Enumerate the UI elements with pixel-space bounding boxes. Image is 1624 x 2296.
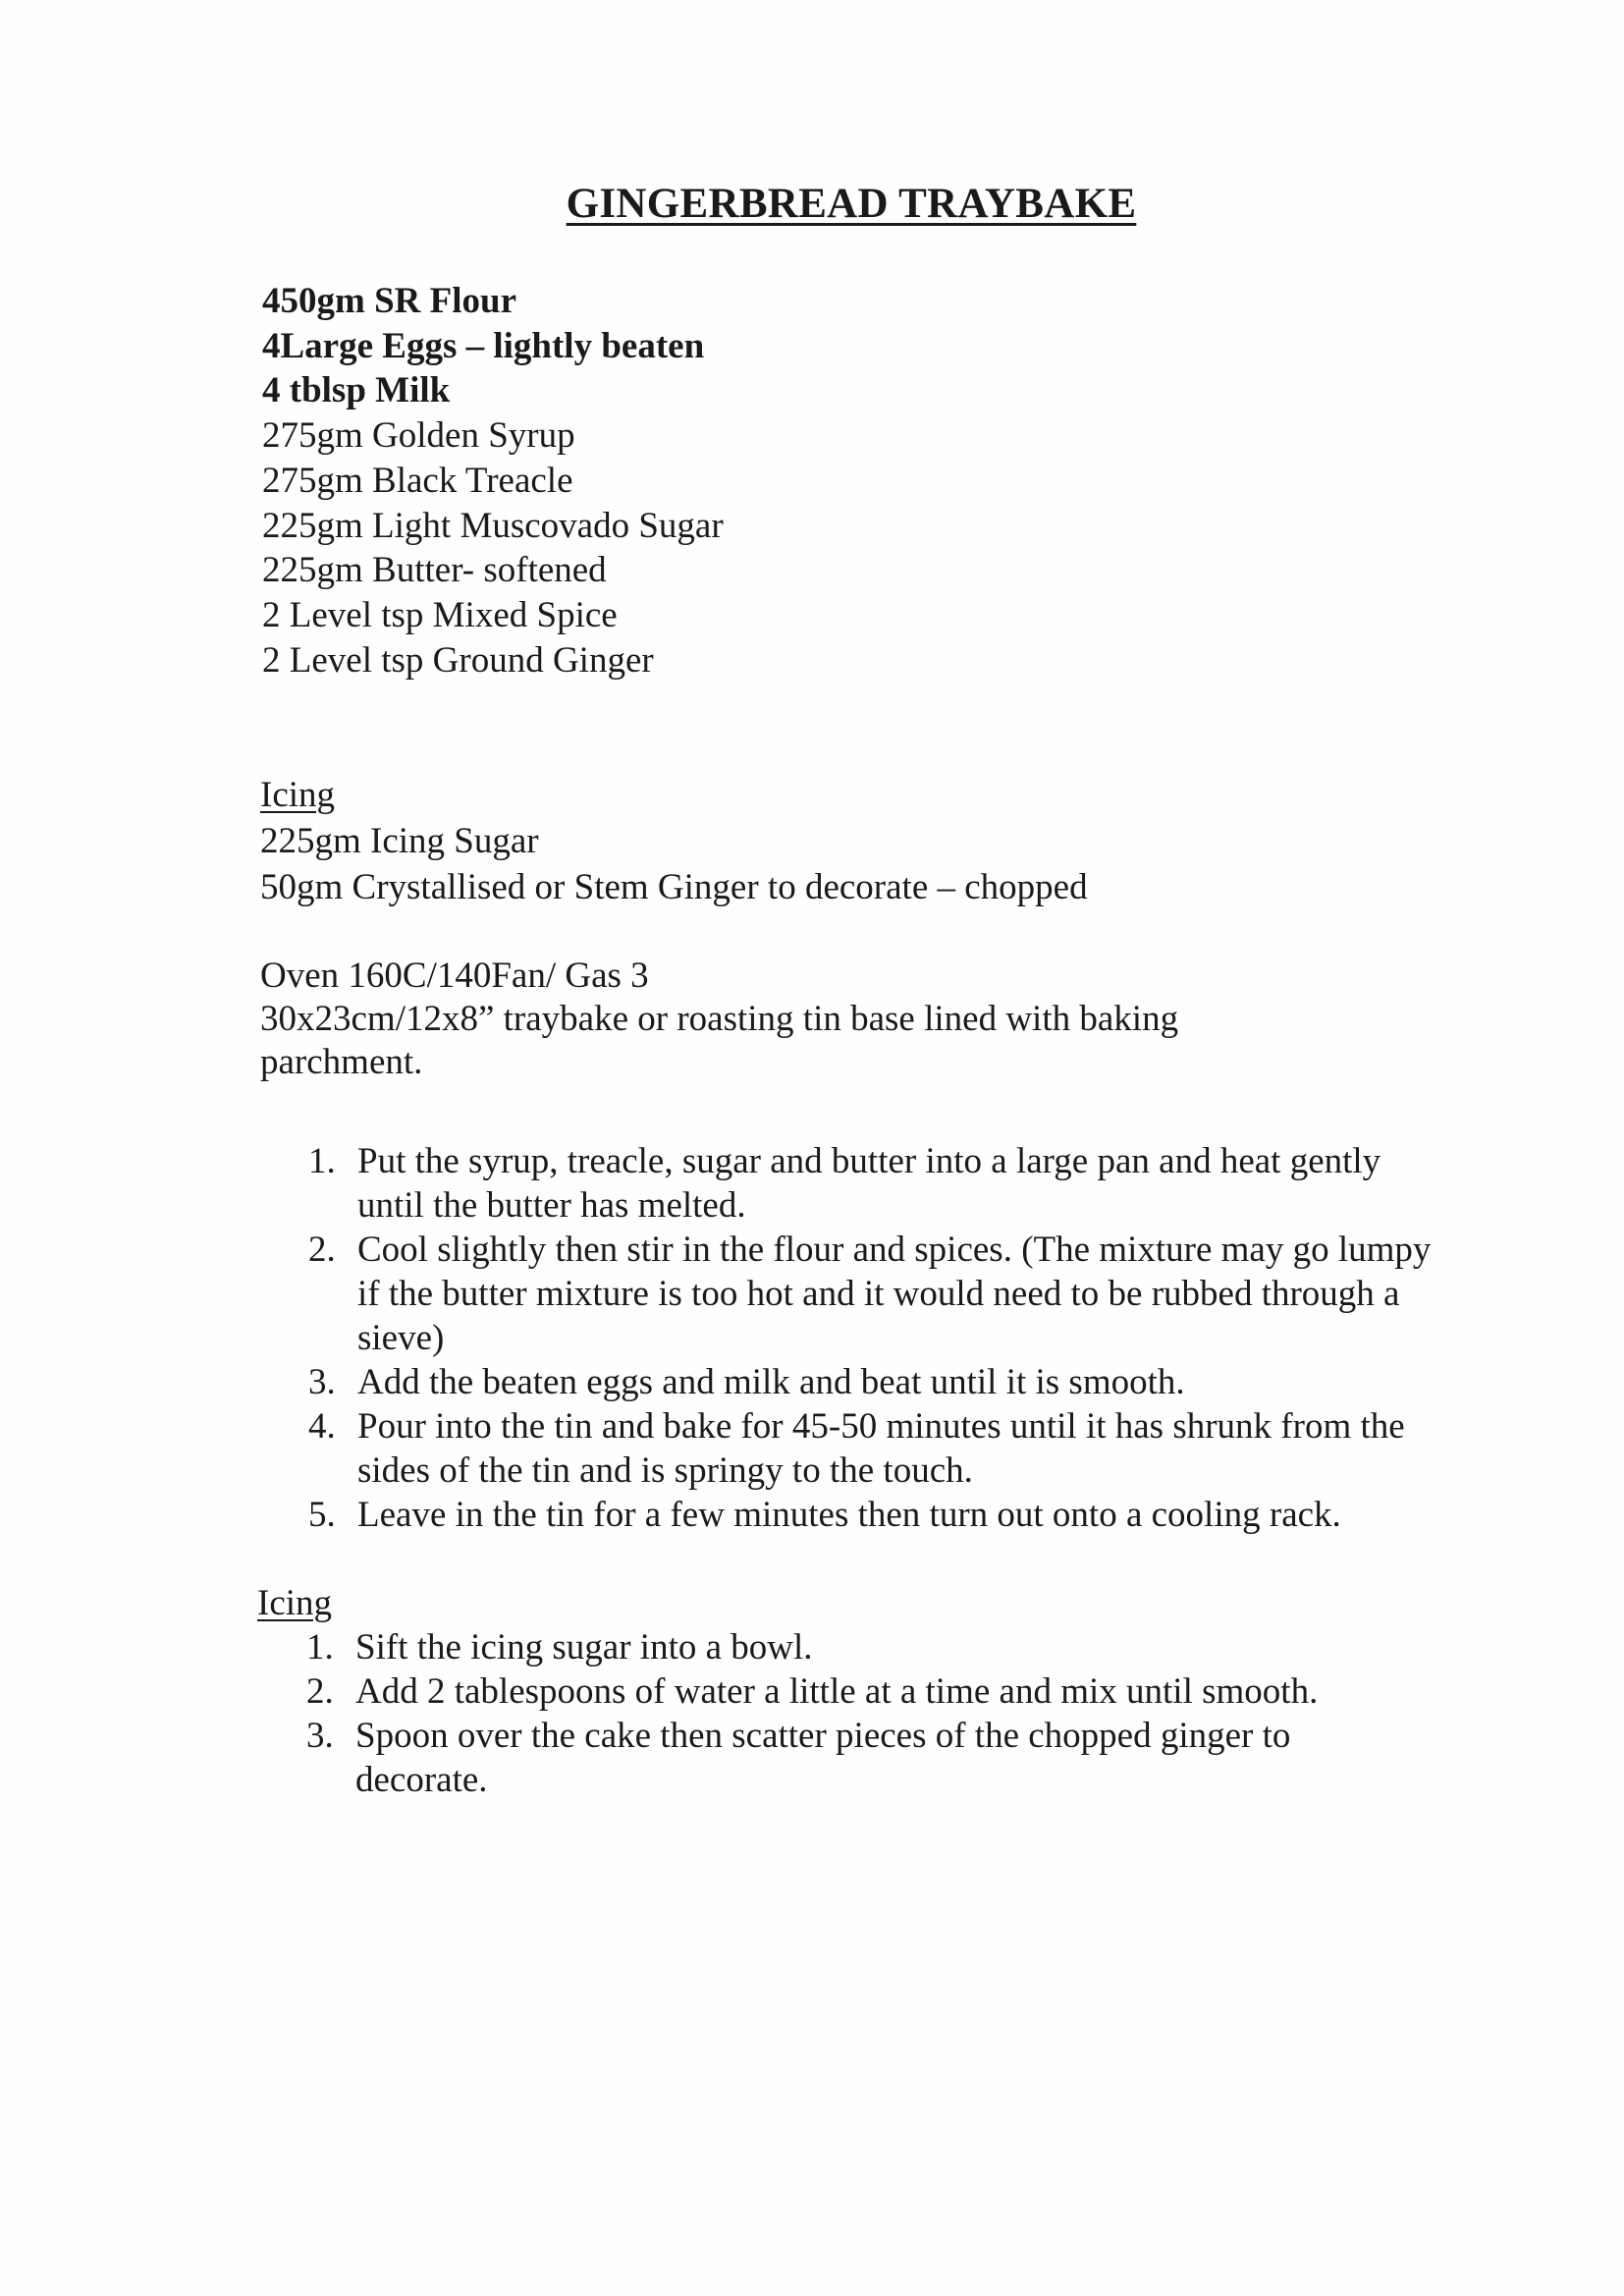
step-number: 1.	[306, 1627, 334, 1667]
icing-ingredients-heading: Icing	[260, 775, 336, 815]
step-number: 2.	[308, 1230, 336, 1270]
icing-step	[295, 1669, 1414, 1714]
step-number: 3.	[308, 1362, 336, 1402]
ingredient-item: 275gm Black Treacle	[262, 460, 573, 501]
step-text: Cool slightly then stir in the flour and spices. (The mixture may go lumpy if the butter mixture is too hot and it would need to be rubbed through a sieve)	[357, 1230, 1432, 1358]
tin-description	[260, 998, 1252, 1084]
ingredient-item: 275gm Golden Syrup	[262, 415, 575, 457]
ingredient-item: 225gm Light Muscovado Sugar	[262, 505, 724, 546]
oven-instructions	[260, 955, 1252, 1084]
method-step	[295, 1404, 1434, 1493]
ingredient-item: 4Large Eggs – lightly beaten	[262, 325, 705, 366]
method-step	[295, 1228, 1434, 1360]
step-number: 2.	[306, 1671, 334, 1712]
step-text: Leave in the tin for a few minutes then turn out onto a cooling rack.	[357, 1495, 1341, 1535]
ingredient-item: 2 Level tsp Mixed Spice	[262, 594, 618, 635]
tin-text: 30x23cm/12x8” traybake or roasting tin base lined with baking parchment.	[260, 999, 1179, 1082]
ingredient-item: 450gm SR Flour	[262, 281, 516, 321]
icing-step	[295, 1625, 1414, 1669]
step-number: 5.	[308, 1495, 336, 1535]
icing-ingredient-item: 225gm Icing Sugar	[260, 821, 539, 861]
icing-ingredients-section	[260, 772, 1088, 910]
method-step	[295, 1139, 1434, 1228]
ingredient-item: 225gm Butter- softened	[262, 550, 607, 591]
ingredients-list	[262, 279, 724, 683]
recipe-title: GINGERBREAD TRAYBAKE	[566, 181, 1137, 227]
oven-temperature: Oven 160C/140Fan/ Gas 3	[260, 956, 649, 996]
step-text: Sift the icing sugar into a bowl.	[355, 1627, 813, 1667]
step-text: Add 2 tablespoons of water a little at a time and mix until smooth.	[355, 1671, 1319, 1712]
step-number: 1.	[308, 1141, 336, 1181]
icing-step	[295, 1714, 1414, 1802]
method-steps	[295, 1139, 1434, 1537]
icing-method-steps	[295, 1625, 1414, 1802]
icing-method-section	[257, 1581, 1377, 1802]
icing-method-heading: Icing	[257, 1583, 333, 1623]
icing-ingredient-item: 50gm Crystallised or Stem Ginger to decorate – chopped	[260, 867, 1088, 907]
method-step	[295, 1493, 1434, 1537]
icing-ingredients-list	[260, 818, 1088, 910]
ingredient-item: 2 Level tsp Ground Ginger	[262, 639, 654, 681]
step-number: 4.	[308, 1406, 336, 1447]
step-text: Spoon over the cake then scatter pieces of the chopped ginger to decorate.	[355, 1716, 1291, 1800]
step-number: 3.	[306, 1716, 334, 1756]
step-text: Put the syrup, treacle, sugar and butter into a large pan and heat gently until the butter has melted.	[357, 1141, 1381, 1226]
step-text: Pour into the tin and bake for 45-50 minutes until it has shrunk from the sides of the tin and is springy to the touch.	[357, 1406, 1405, 1491]
step-text: Add the beaten eggs and milk and beat until it is smooth.	[357, 1362, 1185, 1402]
ingredient-item: 4 tblsp Milk	[262, 370, 451, 411]
method-step	[295, 1360, 1434, 1404]
